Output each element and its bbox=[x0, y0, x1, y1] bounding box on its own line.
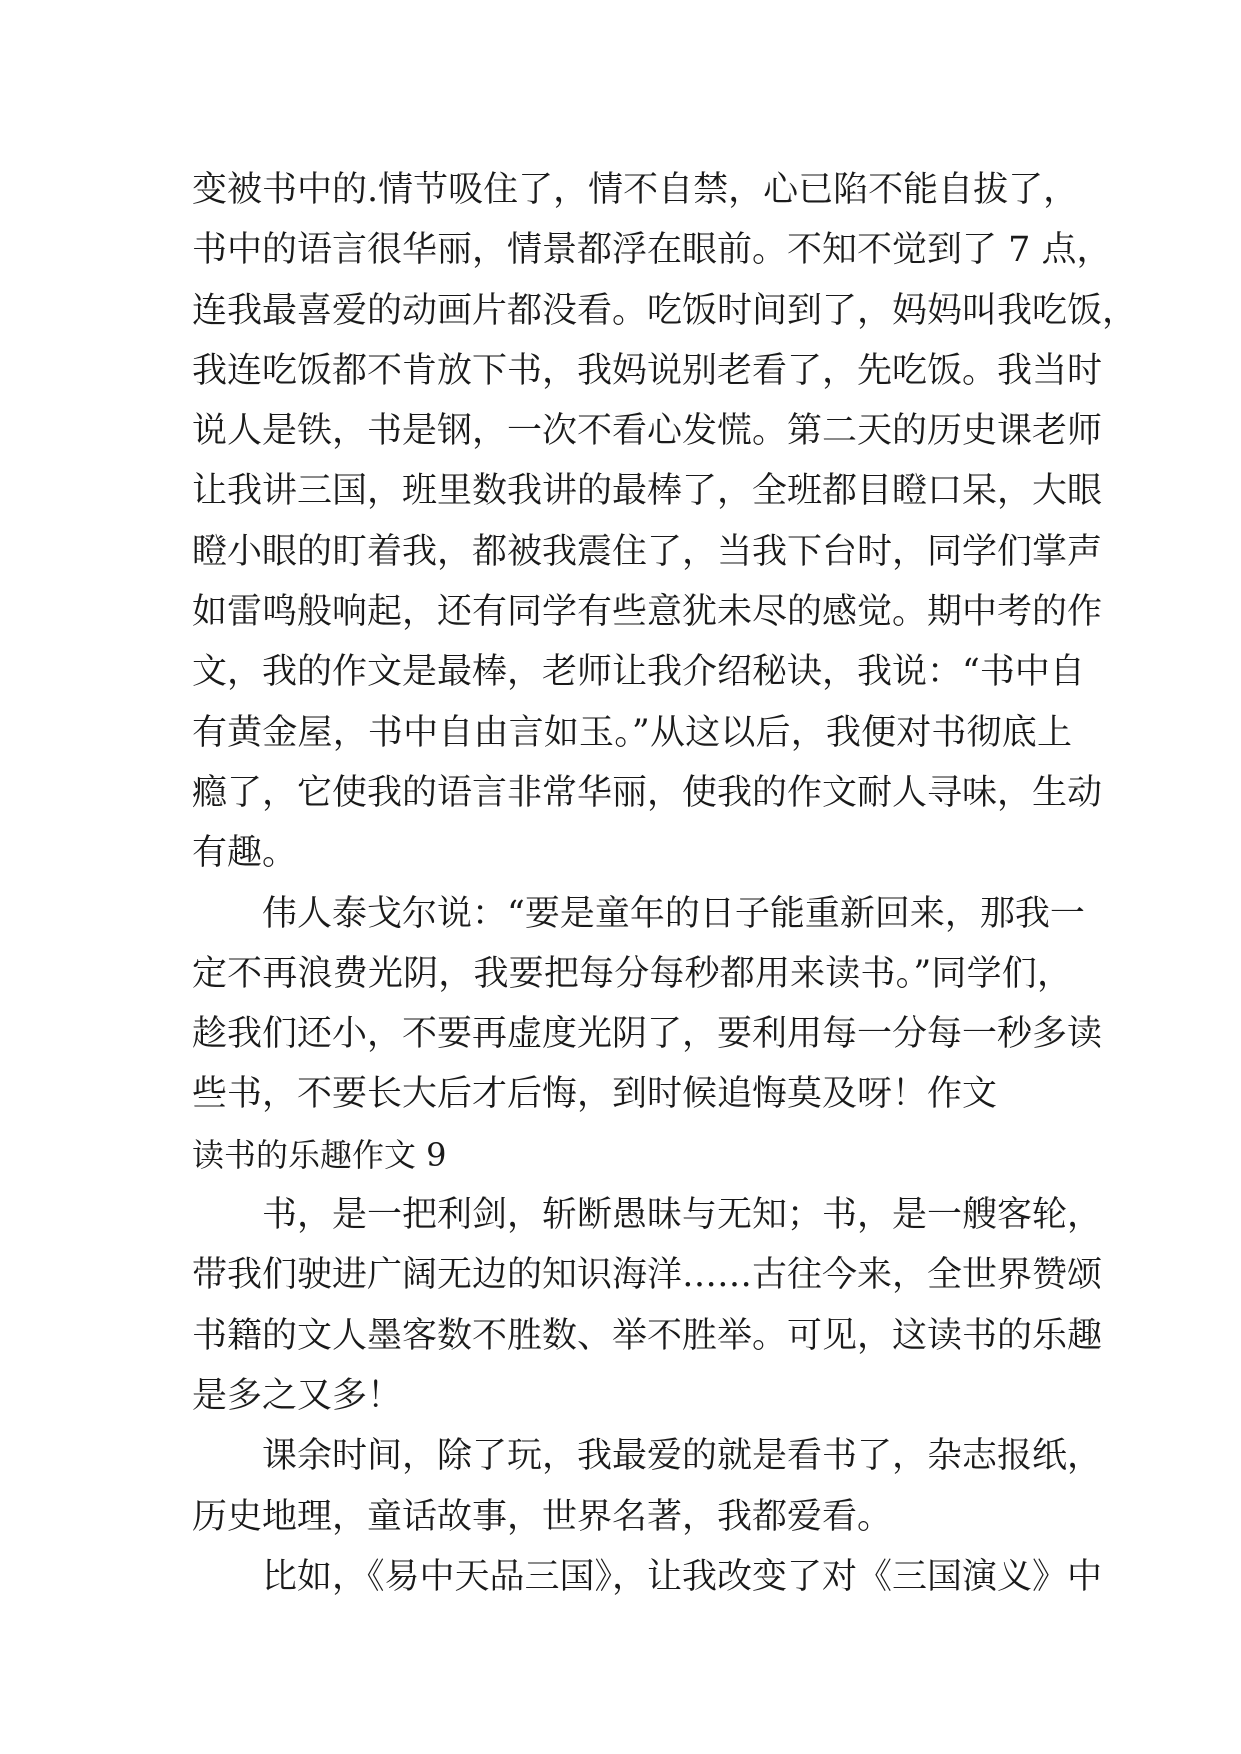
text-line: 比如，《易中天品三国》，让我改变了对《三国演义》中 bbox=[262, 1556, 1103, 1597]
text-line: 瘾了，它使我的语言非常华丽，使我的作文耐人寻味，生动 bbox=[192, 772, 1103, 813]
text-line: 有趣。 bbox=[192, 833, 298, 874]
text-line: 书，是一把利剑，斩断愚昧与无知；书，是一艘客轮， bbox=[262, 1195, 1103, 1236]
text-line: 是多之又多！ bbox=[192, 1375, 403, 1416]
text-line: 如雷鸣般响起，还有同学有些意犹未尽的感觉。期中考的作 bbox=[192, 592, 1103, 633]
text-line: 有黄金屋，书中自由言如玉。”从这以后，我便对书彻底上 bbox=[192, 712, 1072, 753]
section-heading: 读书的乐趣作文 9 bbox=[192, 1135, 447, 1174]
text-line: 连我最喜爱的动画片都没看。吃饭时间到了，妈妈叫我吃饭， bbox=[192, 290, 1138, 331]
text-line: 说人是铁，书是钢，一次不看心发慌。第二天的历史课老师 bbox=[192, 411, 1103, 452]
text-line: 让我讲三国，班里数我讲的最棒了，全班都目瞪口呆，大眼 bbox=[192, 471, 1103, 512]
text-line: 变被书中的.情节吸住了，情不自禁，心已陷不能自拔了， bbox=[192, 170, 1079, 210]
text-line: 文，我的作文是最棒，老师让我介绍秘诀，我说：“书中自 bbox=[192, 652, 1085, 693]
text-line: 我连吃饭都不肯放下书，我妈说别老看了，先吃饭。我当时 bbox=[192, 350, 1103, 391]
text-line: 伟人泰戈尔说：“要是童年的日子能重新回来，那我一 bbox=[262, 893, 1085, 934]
text-line: 历史地理，童话故事，世界名著，我都爱看。 bbox=[192, 1496, 893, 1537]
text-line: 瞪小眼的盯着我，都被我震住了，当我下台时，同学们掌声 bbox=[192, 531, 1103, 572]
text-line: 趁我们还小，不要再虚度光阴了，要利用每一分每一秒多读 bbox=[192, 1014, 1103, 1055]
text-line: 书中的语言很华丽，情景都浮在眼前。不知不觉到了 7 点， bbox=[192, 230, 1112, 271]
text-line: 些书，不要长大后才后悔，到时候追悔莫及呀！作文 bbox=[192, 1074, 998, 1115]
body-text bbox=[192, 160, 1138, 1607]
text-line: 书籍的文人墨客数不胜数、举不胜举。可见，这读书的乐趣 bbox=[192, 1315, 1103, 1356]
text-line: 带我们驶进广阔无边的知识海洋……古往今来，全世界赞颂 bbox=[192, 1255, 1103, 1296]
text-line: 课余时间，除了玩，我最爱的就是看书了，杂志报纸， bbox=[262, 1436, 1103, 1477]
text-line: 定不再浪费光阴，我要把每分每秒都用来读书。”同学们， bbox=[192, 953, 1072, 994]
